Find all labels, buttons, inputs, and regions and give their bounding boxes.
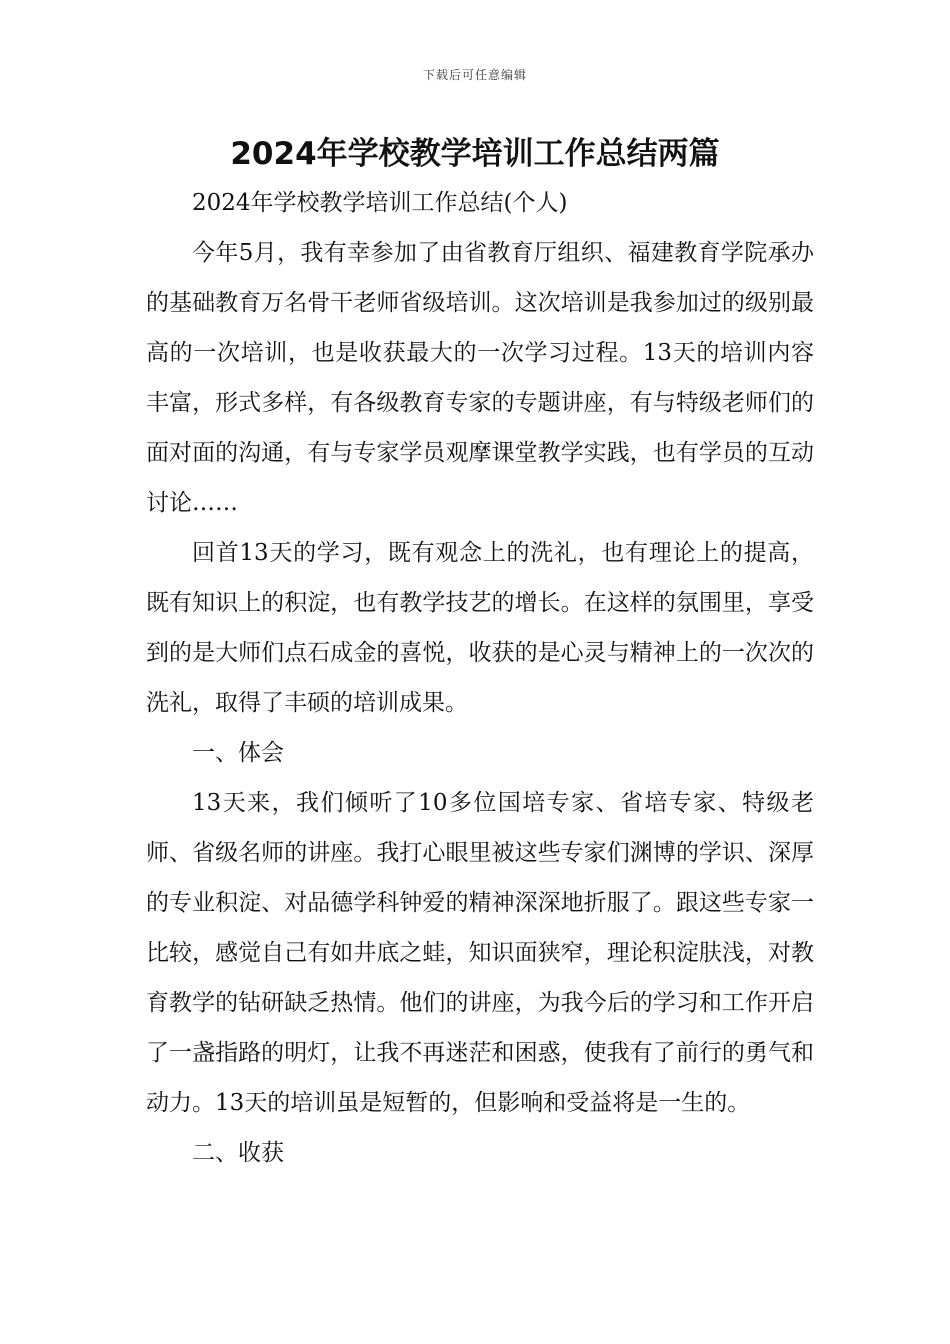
- body-paragraph: 今年5月，我有幸参加了由省教育厅组织、福建教育学院承办的基础教育万名骨干老师省级培训。这次培训是我参加过的级别最高的一次培训，也是收获最大的一次学习过程。13天的培训内容丰富，形式多样，有各级教育专家的专题讲座，有与特级老师们的面对面的沟通，有与专家学员观摩课堂教学实践，也有学员的互动讨论……: [146, 240, 814, 516]
- section-heading: 一、体会: [192, 740, 284, 766]
- body-paragraph: 回首13天的学习，既有观念上的洗礼，也有理论上的提高，既有知识上的积淀，也有教学技艺的增长。在这样的氛围里，享受到的是大师们点石成金的喜悦，收获的是心灵与精神上的一次次的洗礼，取得了丰硕的培训成果。: [146, 540, 814, 716]
- subtitle-paragraph: 2024年学校教学培训工作总结(个人): [192, 190, 568, 216]
- header-note: 下载后可任意编辑: [422, 68, 527, 82]
- document-title: 2024年学校教学培训工作总结两篇: [230, 136, 720, 172]
- body-paragraph: 13天来，我们倾听了10多位国培专家、省培专家、特级老师、省级名师的讲座。我打心眼里被这些专家们渊博的学识、深厚的专业积淀、对品德学科钟爱的精神深深地折服了。跟这些专家一比较，感觉自己有如井底之蛙，知识面狭窄，理论积淀肤浅，对教育教学的钻研缺乏热情。他们的讲座，为我今后的学习和工作开启了一盏指路的明灯，让我不再迷茫和困惑，使我有了前行的勇气和动力。13天的培训虽是短暂的，但影响和受益将是一生的。: [146, 790, 814, 1116]
- section-heading: 二、收获: [192, 1140, 284, 1166]
- document-body: [146, 178, 814, 1178]
